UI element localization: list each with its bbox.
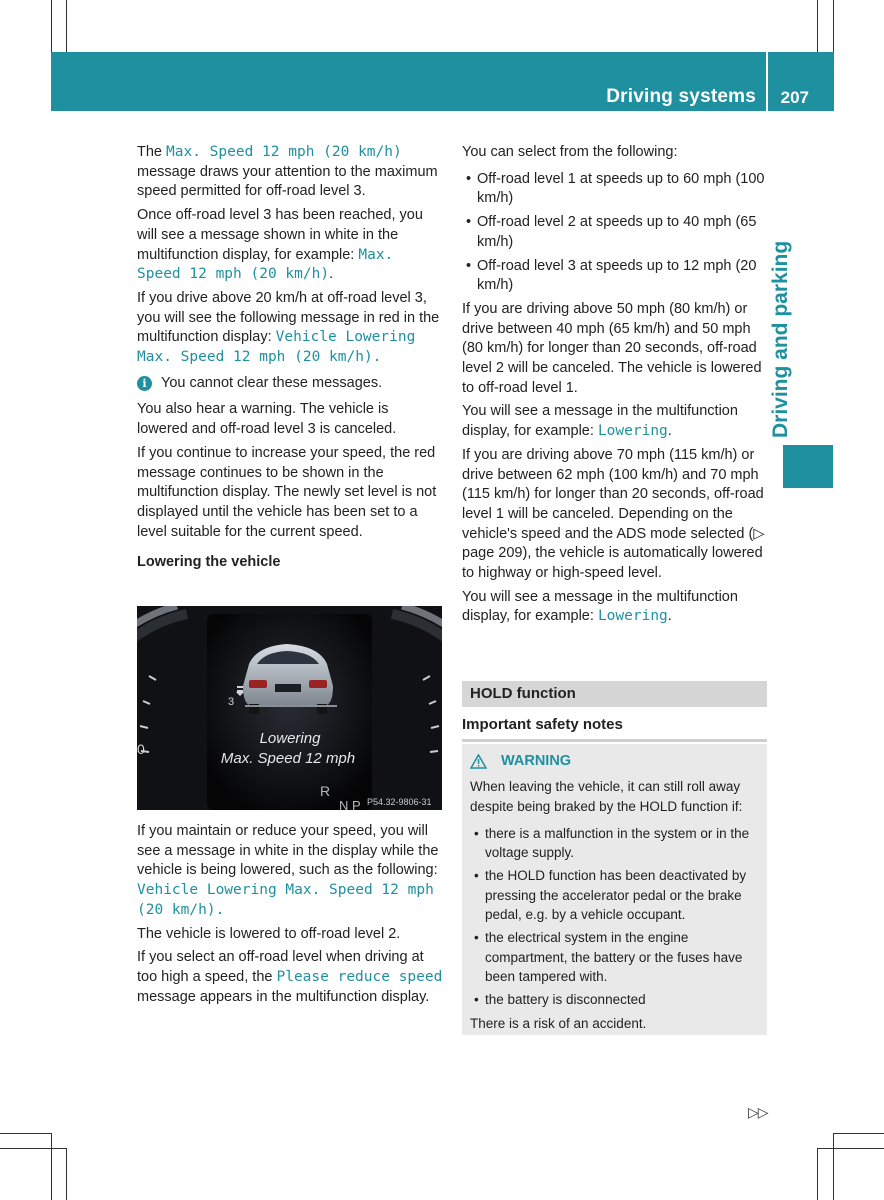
- display-message: Lowering: [597, 423, 668, 440]
- crop-mark: [833, 0, 834, 52]
- gear-indicator-r: R: [320, 783, 331, 799]
- list-item: • the electrical system in the engine compartment, the battery or the fuses have been tampered with.: [470, 928, 760, 986]
- warning-box: [462, 744, 767, 1035]
- list-item: • the HOLD function has been deactivated by pressing the accelerator pedal or the brake pedal, e.g. by a vehicle occupant.: [470, 866, 760, 924]
- text: .: [329, 266, 334, 283]
- crop-mark: [51, 0, 52, 52]
- display-message: Vehicle Lowering Max. Speed 12 mph (20 km/h).: [137, 329, 416, 366]
- gear-indicator-np: N P: [339, 798, 361, 810]
- left-column-lower: [137, 822, 443, 1011]
- section-heading-hold: HOLD function: [462, 681, 767, 707]
- paragraph: If you are driving above 50 mph (80 km/h) or drive between 40 mph (65 km/h) and 50 mph (80 km/h) for longer than 20 seconds, off-road level 2 will be canceled. The vehicle is lowered to off-road level 1.: [462, 300, 762, 396]
- text: The: [137, 144, 167, 160]
- text: message draws your attention to the maximum speed permitted for off-road level 3.: [137, 163, 438, 200]
- display-message: Vehicle Lowering Max. Speed 12 mph (20 km/h).: [137, 882, 434, 918]
- instrument-cluster-image: [137, 606, 442, 810]
- crop-mark: [0, 1133, 51, 1134]
- crop-mark: [0, 1148, 66, 1149]
- crop-mark: [66, 1148, 67, 1200]
- subheading-lowering: Lowering the vehicle: [137, 554, 281, 571]
- text: You will see a message in the multifunction display, for example:: [462, 403, 738, 440]
- continue-marker: ▷▷: [748, 1104, 768, 1120]
- list-item: • Off-road level 2 at speeds up to 40 mph (65 km/h): [462, 213, 768, 252]
- warning-triangle-icon: [470, 754, 487, 769]
- side-tab-marker: [783, 445, 833, 488]
- paragraph: [137, 206, 443, 285]
- paragraph: You can select from the following:: [462, 144, 678, 160]
- text: If you drive above 20 km/h at off-road level 3, you will see the following message in red in the multifunction display:: [137, 289, 440, 346]
- crop-mark: [817, 1148, 818, 1200]
- warning-risk: There is a risk of an accident.: [470, 1015, 647, 1031]
- list-item: • the battery is disconnected: [470, 990, 760, 1009]
- crop-mark: [817, 0, 818, 52]
- section-title: Driving systems: [606, 86, 756, 107]
- subheading-safety: Important safety notes: [462, 716, 767, 742]
- info-note: [137, 374, 443, 394]
- display-message-line1: Lowering: [259, 730, 321, 747]
- header-divider: [766, 52, 768, 111]
- right-column: [462, 143, 768, 631]
- display-message: Please reduce speed: [276, 968, 443, 985]
- crop-mark: [51, 1133, 52, 1200]
- paragraph: If you continue to increase your speed, the red message continues to be shown in the multifunction display. The newly set level is not displayed until the vehicle has been set to a level suitable for the current speed.: [137, 444, 437, 540]
- paragraph: [137, 822, 443, 921]
- text: .: [667, 423, 672, 440]
- left-column: [137, 143, 443, 577]
- page-reference-link[interactable]: ▷ page 209: [462, 525, 765, 562]
- paragraph: [462, 588, 768, 627]
- page-number: 207: [780, 88, 809, 107]
- warning-intro: When leaving the vehicle, it can still roll away despite being braked by the HOLD function if:: [470, 779, 743, 814]
- paragraph: [137, 289, 443, 368]
- crop-mark: [833, 1133, 884, 1134]
- list-item: • Off-road level 1 at speeds up to 60 mph (100 km/h): [462, 170, 768, 209]
- paragraph: [137, 948, 443, 1007]
- paragraph: [462, 446, 768, 584]
- text: If you maintain or reduce your speed, you will see a message in white in the display while the vehicle is being lowered, such as the following:: [137, 823, 439, 879]
- display-message-line2: Max. Speed 12 mph: [220, 750, 356, 767]
- page-header: [51, 52, 834, 111]
- warning-title: [470, 752, 760, 771]
- text: message appears in the multifunction display.: [137, 988, 430, 1005]
- vehicle-illustration: [243, 644, 333, 714]
- info-note-text: You cannot clear these messages.: [161, 374, 383, 391]
- paragraph: [462, 402, 768, 441]
- crop-mark: [833, 1133, 834, 1200]
- text: If you select an off-road level when driving at too high a speed, the: [137, 949, 424, 985]
- crop-mark: [817, 1148, 884, 1149]
- paragraph: [137, 143, 443, 202]
- instrument-cluster-illustration: [137, 606, 442, 810]
- info-icon: i: [137, 376, 152, 391]
- svg-text:0: 0: [137, 741, 145, 757]
- display-message: Lowering: [597, 608, 668, 625]
- level-number: 3: [228, 696, 235, 708]
- list-item: • there is a malfunction in the system or in the voltage supply.: [470, 824, 760, 863]
- text: You will see a message in the multifunction display, for example:: [462, 588, 738, 625]
- text: ), the vehicle is automatically lowered to highway or high-speed level.: [462, 545, 763, 582]
- list-item: • Off-road level 3 at speeds up to 12 mph (20 km/h): [462, 257, 768, 296]
- paragraph: You also hear a warning. The vehicle is lowered and off-road level 3 is canceled.: [137, 401, 397, 438]
- warning-title-text: WARNING: [501, 753, 572, 769]
- text: .: [667, 608, 672, 625]
- image-code: P54.32-9806-31: [367, 797, 432, 807]
- display-message: Max. Speed 12 mph (20 km/h): [137, 246, 394, 283]
- crop-mark: [66, 0, 67, 52]
- display-message: Max. Speed 12 mph (20 km/h): [166, 144, 402, 160]
- text: Once off-road level 3 has been reached, you will see a message shown in white in the multifunction display, for example:: [137, 207, 423, 263]
- side-tab-label: Driving and parking: [769, 240, 792, 438]
- paragraph: The vehicle is lowered to off-road level 2.: [137, 925, 401, 942]
- text: If you are driving above 70 mph (115 km/h) or drive between 62 mph (100 km/h) and 70 mph (115 km/h) for longer than 20 seconds, off-road level 1 will be canceled. Depending on the vehicle's speed and the ADS mode selected (: [462, 446, 764, 542]
